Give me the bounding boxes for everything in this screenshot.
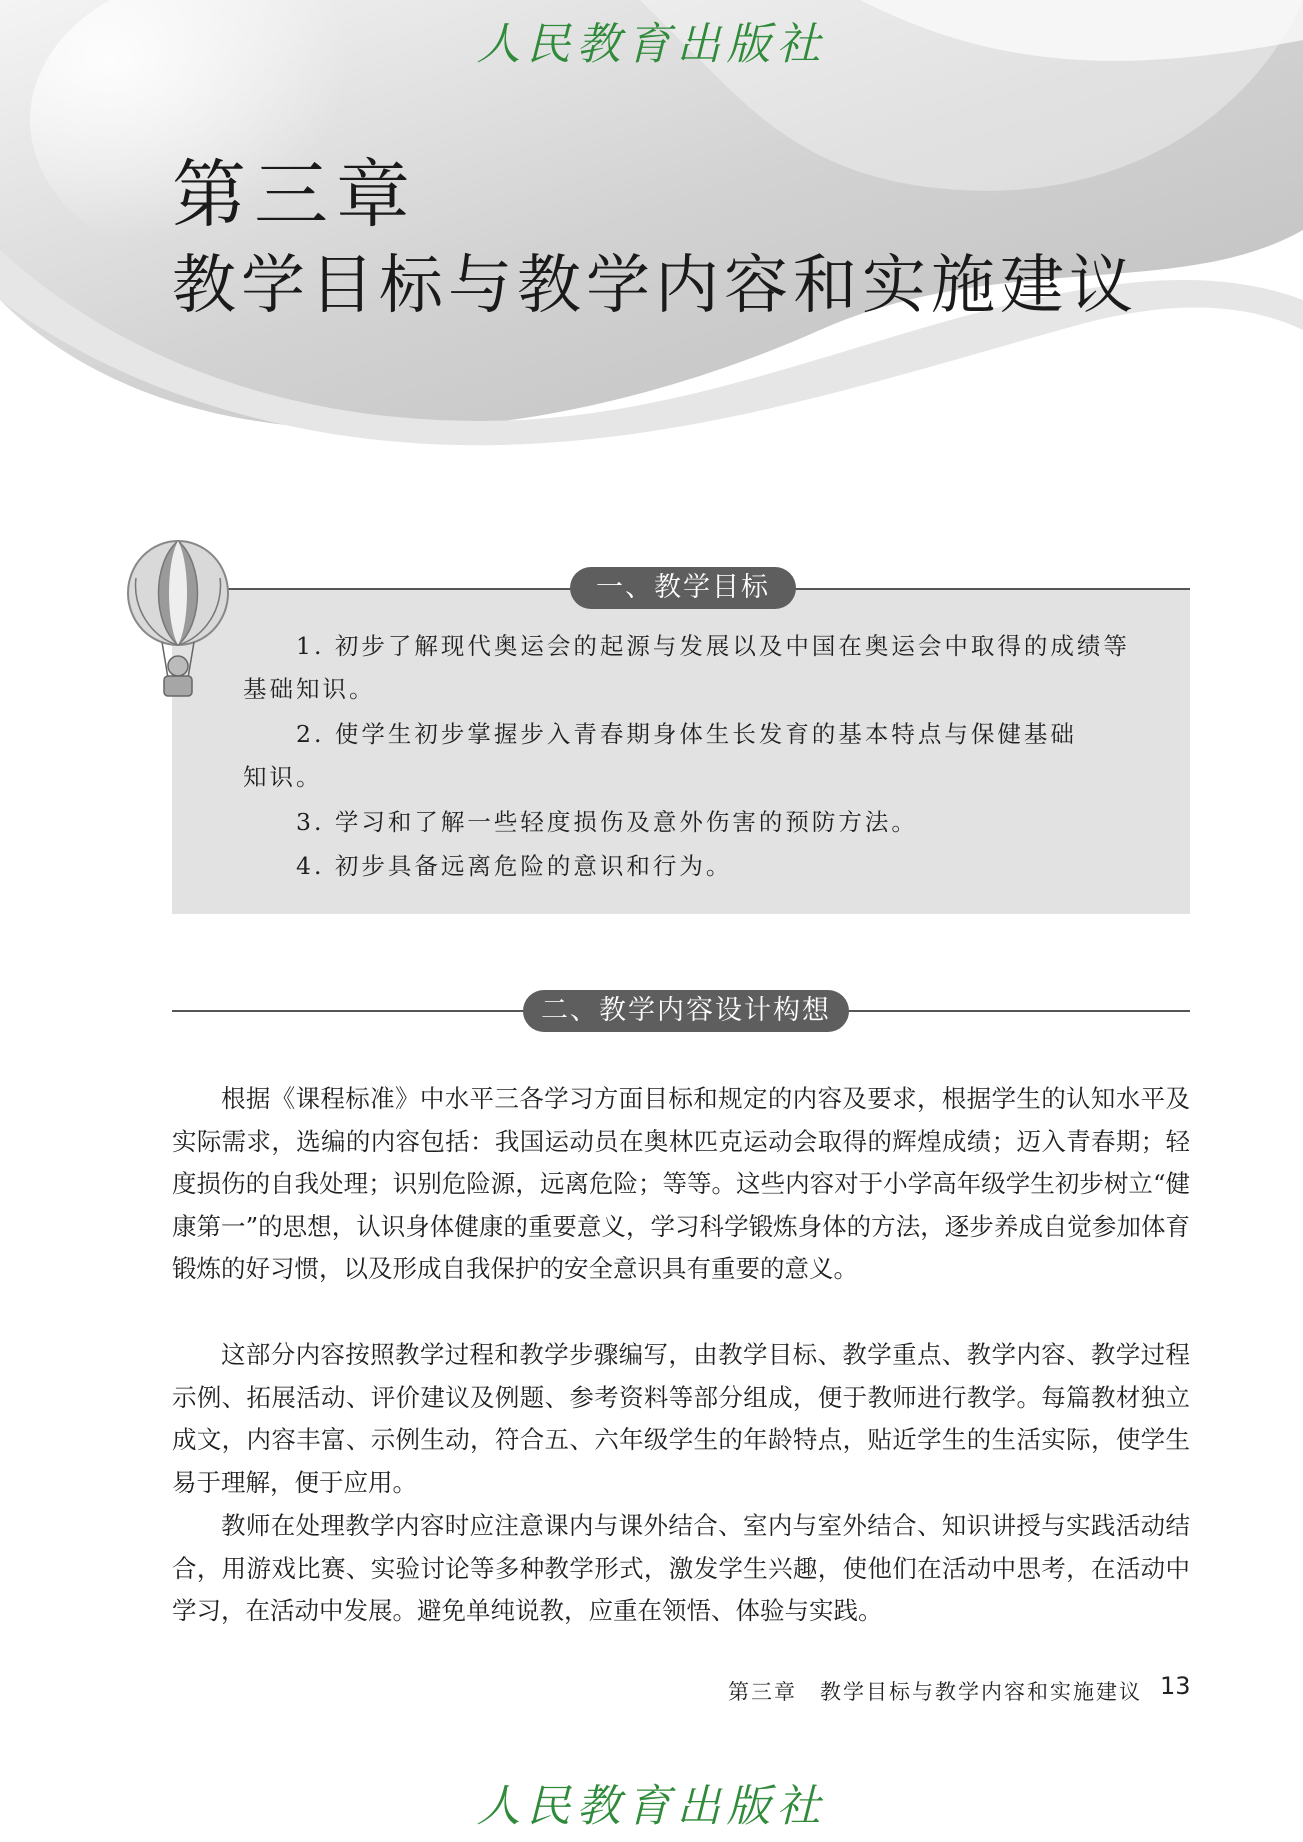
section1-heading: 一、教学目标 [570,567,796,609]
page-number: 13 [1160,1672,1191,1700]
goal-2-line-2: 知识。 [243,763,323,791]
goal-1-line-2: 基础知识。 [243,675,376,703]
goal-2-line-1: 2. 使学生初步掌握步入青春期身体生长发育的基本特点与保健基础 [296,720,1077,748]
chapter-number: 第三章 [172,152,418,238]
goal-1-line-1: 1. 初步了解现代奥运会的起源与发展以及中国在奥运会中取得的成绩等 [296,632,1130,660]
hot-air-balloon-icon [122,538,234,708]
goal-4: 4. 初步具备远离危险的意识和行为。 [296,852,733,880]
paragraph-1: 根据《课程标准》中水平三各学习方面目标和规定的内容及要求，根据学生的认知水平及实际需求，选编的内容包括：我国运动员在奥林匹克运动会取得的辉煌成绩；迈入青春期；轻度损伤的自我处理；识别危险源，远离危险；等等。这些内容对于小学高年级学生初步树立“健康第一”的思想，认识身体健康的重要意义，学习科学锻炼身体的方法，逐步养成自觉参加体育锻炼的好习惯，以及形成自我保护的安全意识具有重要的意义。 [172,1084,1190,1284]
chapter-title: 教学目标与教学内容和实施建议 [172,249,1138,323]
paragraph-2: 这部分内容按照教学过程和教学步骤编写，由教学目标、教学重点、教学内容、教学过程示例、拓展活动、评价建议及例题、参考资料等部分组成，便于教师进行教学。每篇教材独立成文，内容丰富、示例生动，符合五、六年级学生的年龄特点，贴近学生的生活实际，使学生易于理解，便于应用。 [172,1340,1190,1497]
section2-heading: 二、教学内容设计构想 [523,990,849,1032]
publisher-logo-top: 人民教育出版社 [476,19,827,70]
publisher-logo-bottom: 人民教育出版社 [476,1781,827,1832]
goal-3: 3. 学习和了解一些轻度损伤及意外伤害的预防方法。 [296,808,918,836]
paragraph-3: 教师在处理教学内容时应注意课内与课外结合、室内与室外结合、知识讲授与实践活动结合，用游戏比赛、实验讨论等多种教学形式，激发学生兴趣，使他们在活动中思考，在活动中学习，在活动中发展。避免单纯说教，应重在领悟、体验与实践。 [172,1511,1190,1626]
running-footer-title: 第三章 教学目标与教学内容和实施建议 [728,1680,1142,1704]
